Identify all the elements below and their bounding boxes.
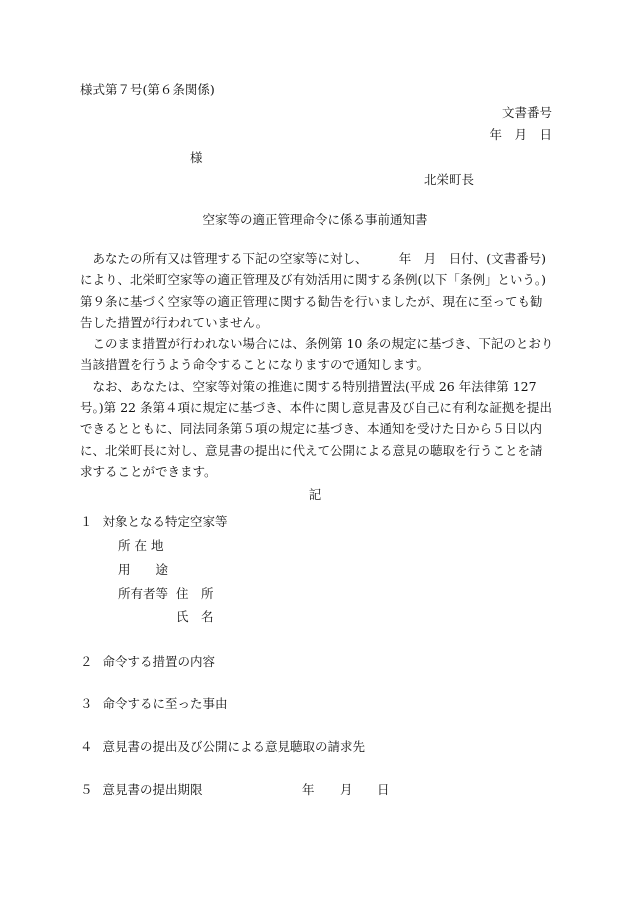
item-2-label: 命令する措置の内容 — [102, 654, 216, 669]
item-3-label: 命令するに至った事由 — [102, 696, 228, 711]
item-1 — [80, 512, 228, 530]
form-number: 様式第７号(第６条関係) — [80, 82, 215, 97]
location-label: 所 在 地 — [118, 538, 164, 553]
deadline-year: 年 — [302, 782, 315, 797]
paragraph-2: このまま措置が行われない場合には、条例第 10 条の規定に基づき、下記のとおり当該措置を行うよう命令することになりますので通知します。 — [80, 336, 554, 373]
item-5-number: ５ — [80, 782, 93, 797]
name-label: 氏 名 — [176, 609, 214, 624]
sender: 北栄町長 — [423, 172, 474, 187]
item-2-number: ２ — [80, 654, 93, 669]
usage-label: 用 途 — [118, 562, 169, 577]
address-label: 住 所 — [176, 586, 214, 601]
item-4-number: ４ — [80, 739, 93, 754]
addressee-suffix: 様 — [190, 150, 203, 165]
item-5-label: 意見書の提出期限 — [102, 782, 203, 797]
paragraph-3: なお、あなたは、空家等対策の推進に関する特別措置法(平成 26 年法律第 127 号。)第 22 条第４項に規定に基づき、本件に関し意見書及び自己に有利な証拠を提出できるとともに、同法同条第５項の規定に基づき、本通知を受けた日から５日以内に、北栄町長に対し、意見書の提出に代えて公開による意見の聴取を行うことを請求することができます。 — [80, 378, 552, 479]
date-line: 年 月 日 — [489, 127, 552, 142]
body-text — [80, 248, 554, 482]
ki-heading: 記 — [308, 487, 322, 502]
owner-label: 所有者等 — [118, 586, 169, 601]
deadline-month: 月 — [340, 782, 353, 797]
item-5 — [80, 780, 203, 798]
paragraph-1: あなたの所有又は管理する下記の空家等に対し、 年 月 日付、(文書番号)により、北栄町空家等の適正管理及び有効活用に関する条例(以下「条例」という。)第９条に基づく空家等の適正管理に関する勧告を行いましたが、現在に至っても勧告した措置が行われていません。 — [80, 251, 547, 330]
document-number-label: 文書番号 — [501, 105, 552, 120]
item-3 — [80, 694, 228, 712]
item-3-number: ３ — [80, 696, 93, 711]
item-1-label: 対象となる特定空家等 — [102, 514, 228, 529]
item-2 — [80, 652, 215, 670]
document-title: 空家等の適正管理命令に係る事前通知書 — [202, 212, 428, 227]
item-1-number: １ — [80, 514, 93, 529]
item-4 — [80, 737, 365, 755]
item-4-label: 意見書の提出及び公開による意見聴取の請求先 — [102, 739, 366, 754]
deadline-day: 日 — [377, 782, 390, 797]
